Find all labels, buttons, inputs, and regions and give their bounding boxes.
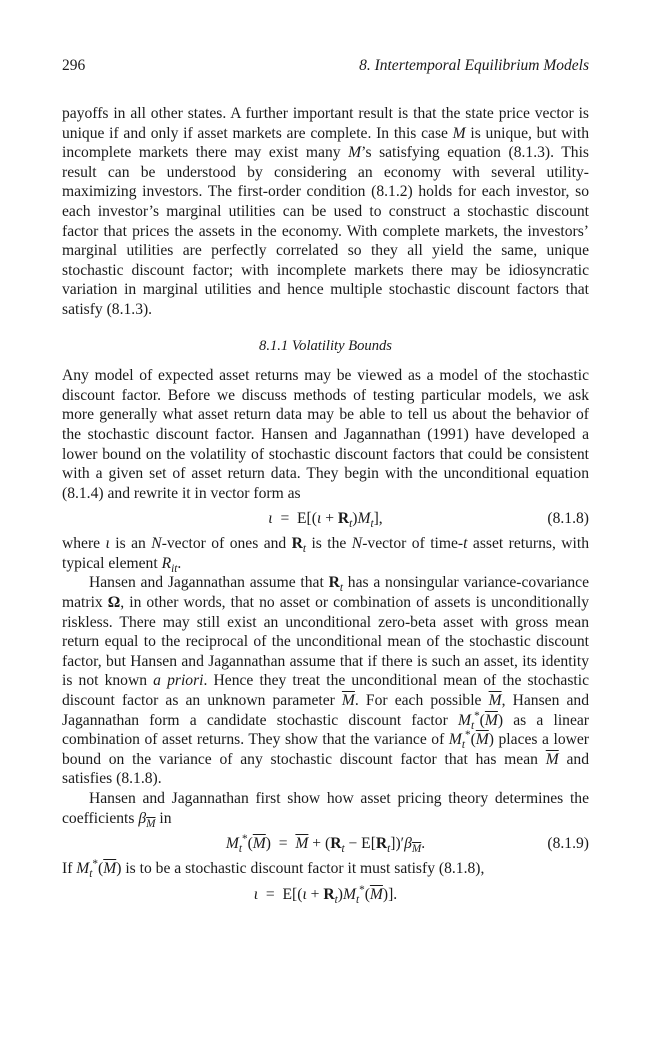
paragraph-6: If $M_t^*(\overline{M})$ is to be a stochastic discount factor it must satisfy (8.1.8), xyxy=(62,858,485,881)
equation-number: (8.1.8) xyxy=(547,510,589,528)
equation-unnumbered xyxy=(62,879,589,910)
paragraph-3: where ι is an N-vector of ones and $R_t$ is the N-vector of time-t asset returns, with typical element $R_{it}$. xyxy=(62,535,589,575)
paragraph-5: Hansen and Jagannathan first show how asset pricing theory determines the coefficients $\beta_{\overline{M}}$ in xyxy=(62,790,589,830)
section-heading: 8.1.1 Volatility Bounds xyxy=(259,337,392,354)
paragraph-1: payoffs in all other states. A further important result is that the state price vector is unique if and only if asset markets are complete. In this case M is unique, but with incomplete markets there may exist many M’s satisfying equation (8.1.3). This result can be understood by considering an economy with several utility-maximizing investors. The first-order condition (8.1.2) holds for each investor, so each investor’s marginal utilities can be used to construct a stochastic discount factor that prices the assets in the economy. With complete markets, the investors’ marginal utilities are perfectly correlated so they all yield the same, unique stochastic discount factor; with incomplete markets there may be idiosyncratic variation in marginal utilities and hence multiple stochastic discount factors that satisfy (8.1.3). xyxy=(62,105,590,318)
paragraph-4: Hansen and Jagannathan assume that $R_t$ has a nonsingular variance-covariance matrix Ω, in other words, that no asset or combination of assets is unconditionally riskless. There may still exist an unconditional zero-beta asset with gross mean return equal to the reciprocal of the unconditional mean of the stochastic discount factor, but Hansen and Jagannathan assume that if there is such an asset, its identity is not known a priori. Hence they treat the unconditional mean of the stochastic discount factor as an unknown parameter $\overline{M}$. For each possible $\overline{M}$, Hansen and Jagannathan form a candidate stochastic discount factor $M_t^*(\overline{M})$ as a linear combination of asset returns. They show that the variance of $M_t^*(\overline{M})$ places a lower bound on the variance of any stochastic discount factor that has mean $\overline{M}$ and satisfies (8.1.8). xyxy=(62,574,590,788)
equation-body: $\iota = E[(\iota + R_t)M_t^*(\overline{M})]$. xyxy=(253,883,398,906)
running-title: 8. Intertemporal Equilibrium Models xyxy=(359,57,589,74)
equation-body: $M_t^*(\overline{M}) = \overline{M} + (R_t - E[R_t])'\beta_{\overline{M}}$. xyxy=(225,833,426,856)
equation-number: (8.1.9) xyxy=(547,835,589,853)
page-number: 296 xyxy=(62,57,86,74)
paragraph-2: Any model of expected asset returns may be viewed as a model of the stochastic discount factor. Before we discuss methods of testing particular models, we ask more generally what asset return data may be able to tell us about the behavior of the stochastic discount factor. Hansen and Jagannathan (1991) have developed a lower bound on the volatility of stochastic discount factors that could be consistent with a given set of asset return data. They begin with the unconditional equation (8.1.4) and rewrite it in vector form as xyxy=(62,367,589,502)
equation-8-1-9 xyxy=(62,828,589,859)
body-text xyxy=(62,104,589,910)
equation-body: $\iota = E[(\iota + R_t)M_t]$, xyxy=(268,510,383,531)
running-header xyxy=(62,57,589,77)
equation-8-1-8 xyxy=(62,503,589,534)
